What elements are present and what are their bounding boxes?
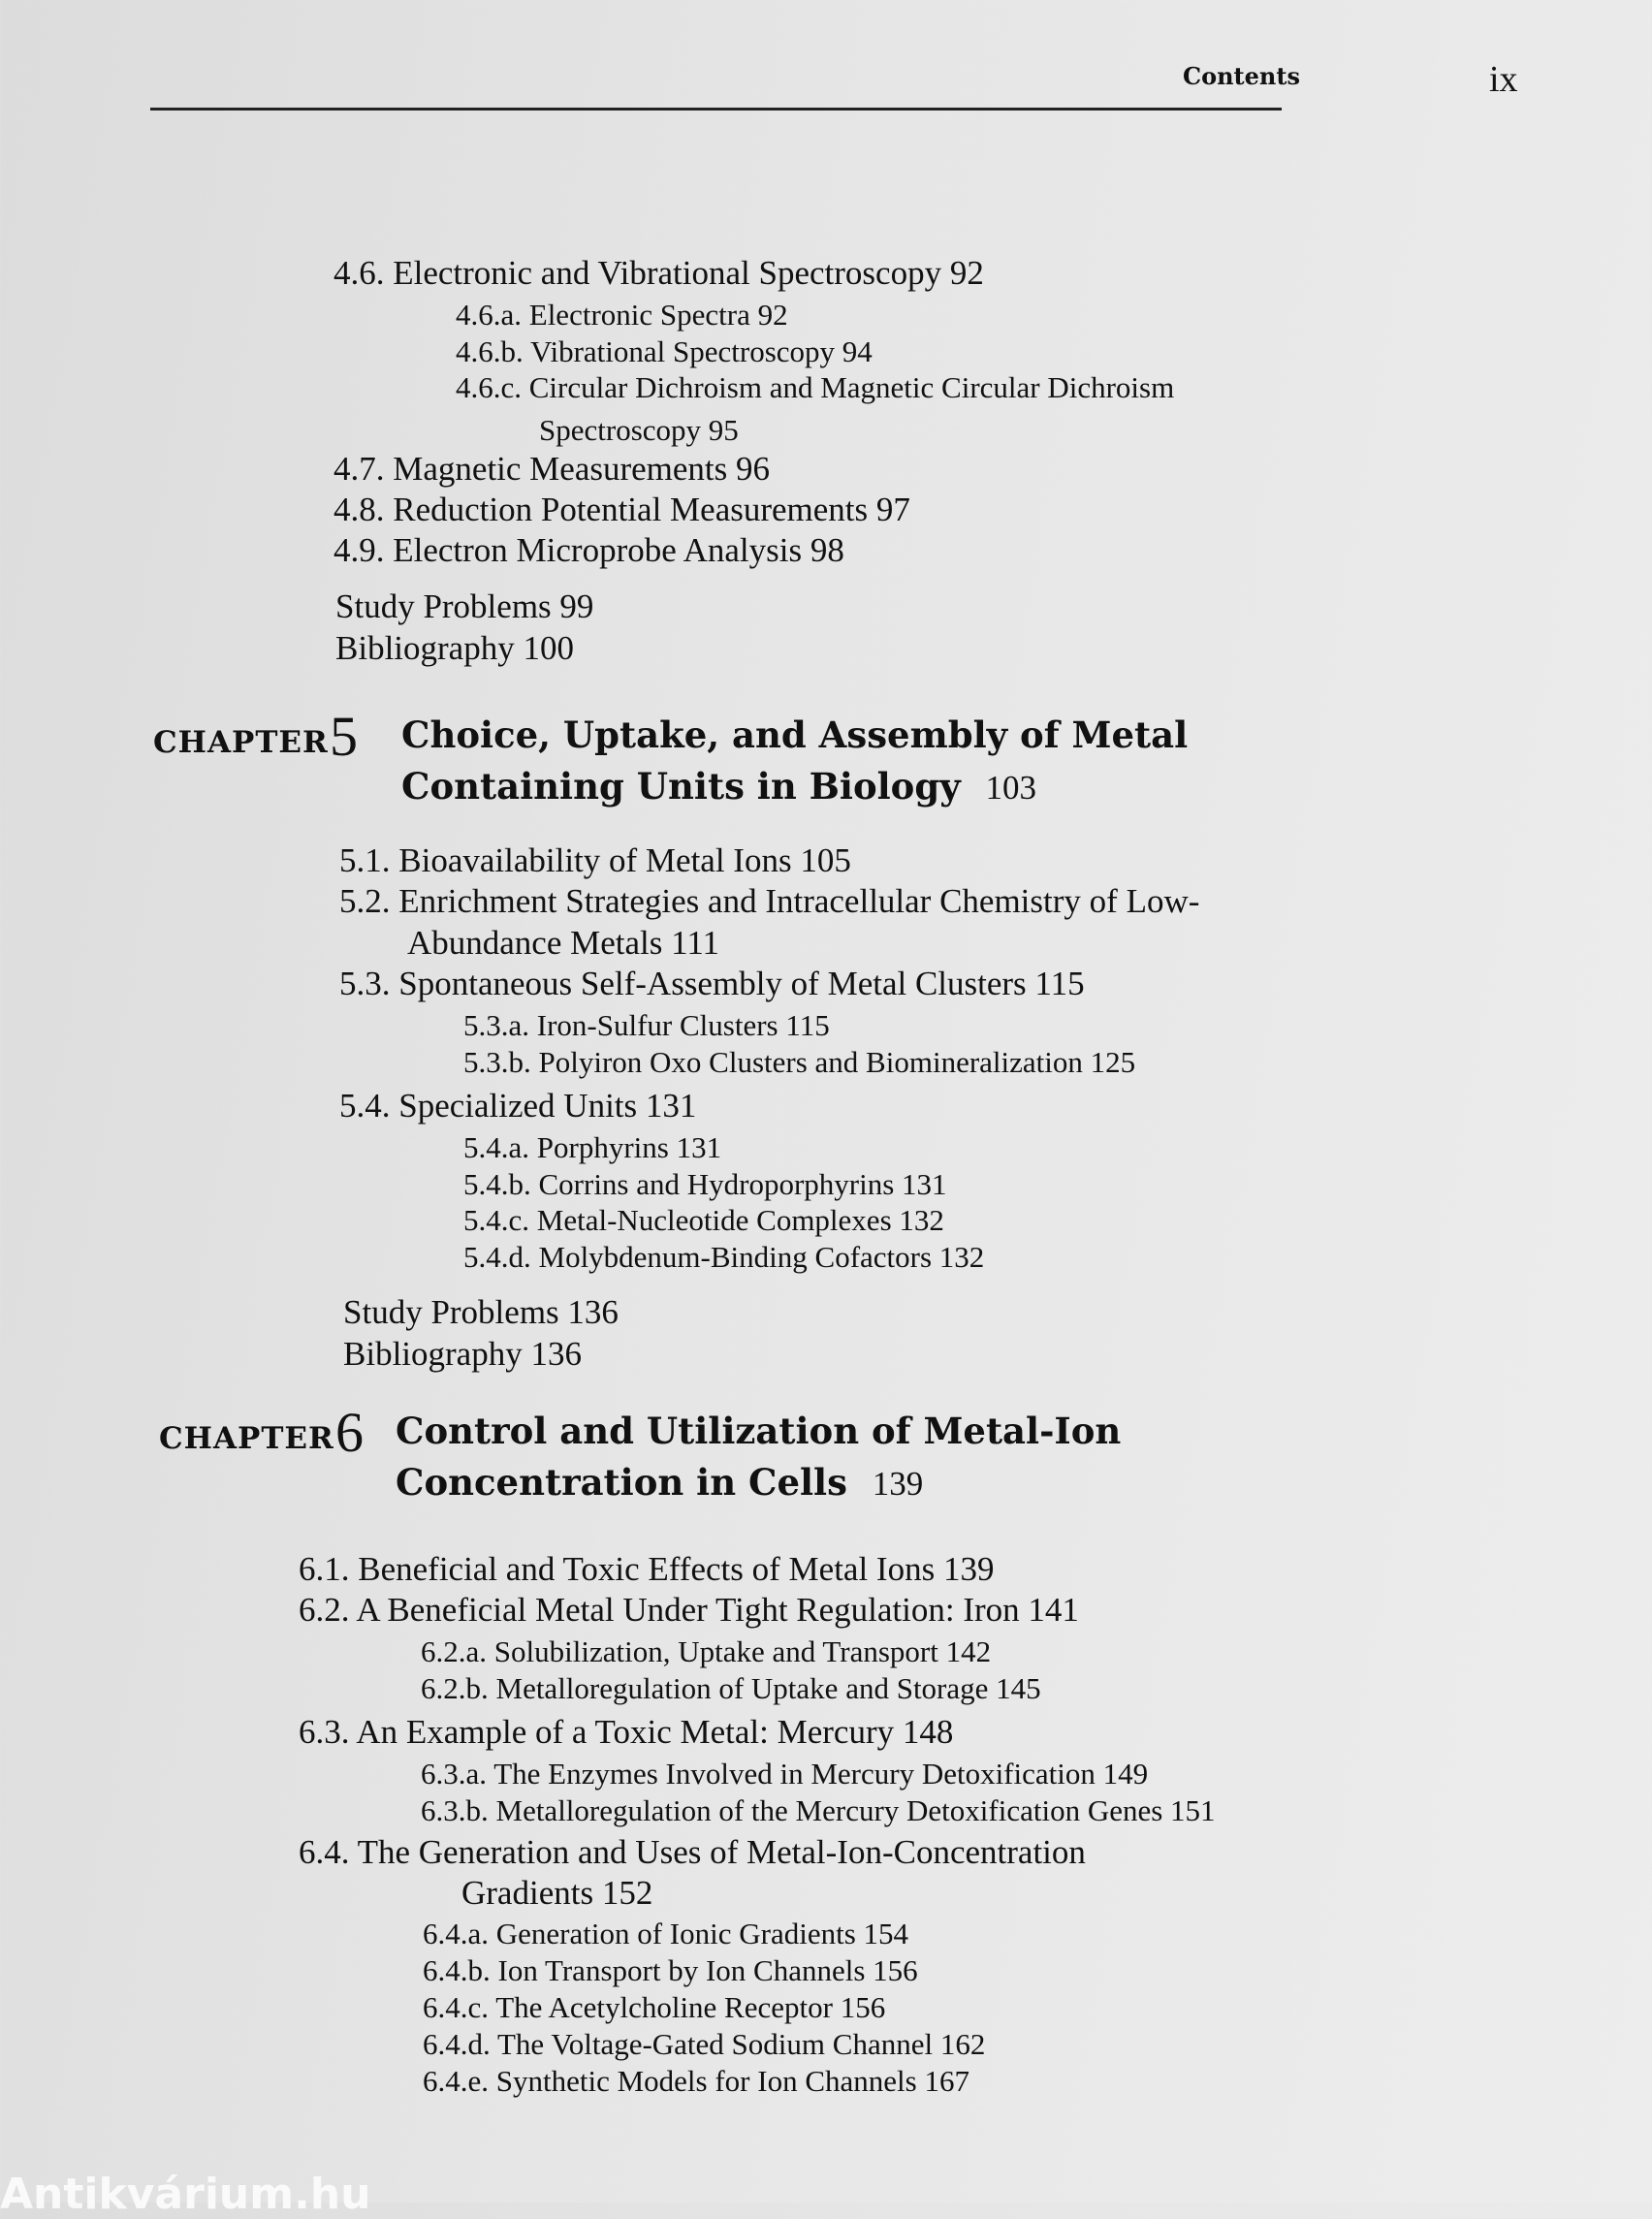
toc-subentry: 5.4.d. Molybdenum-Binding Cofactors 132 bbox=[463, 1240, 985, 1274]
bibliography: Bibliography 136 bbox=[343, 1335, 582, 1373]
toc-entry: 4.9. Electron Microprobe Analysis 98 bbox=[334, 531, 844, 569]
toc-entry: 6.3. An Example of a Toxic Metal: Mercury 148 bbox=[299, 1713, 954, 1751]
toc-subentry: 6.2.a. Solubilization, Uptake and Transport 142 bbox=[421, 1634, 992, 1668]
toc-subentry-continuation: Spectroscopy 95 bbox=[539, 413, 739, 447]
toc-entry: 5.3. Spontaneous Self-Assembly of Metal Clusters 115 bbox=[339, 965, 1085, 1002]
bibliography: Bibliography 100 bbox=[335, 629, 574, 667]
toc-entry: 6.1. Beneficial and Toxic Effects of Metal Ions 139 bbox=[299, 1550, 995, 1588]
toc-subentry: 6.4.b. Ion Transport by Ion Channels 156 bbox=[423, 1953, 918, 1987]
toc-subentry: 5.3.a. Iron-Sulfur Clusters 115 bbox=[463, 1008, 830, 1042]
toc-subentry: 5.4.a. Porphyrins 131 bbox=[463, 1130, 722, 1164]
chapter-label: CHAPTER bbox=[153, 725, 329, 760]
toc-entry: 4.8. Reduction Potential Measurements 97 bbox=[334, 491, 910, 528]
toc-subentry: 6.3.b. Metalloregulation of the Mercury Detoxification Genes 151 bbox=[421, 1793, 1216, 1827]
chapter-title-line2 bbox=[396, 1461, 923, 1504]
toc-subentry: 5.4.b. Corrins and Hydroporphyrins 131 bbox=[463, 1167, 947, 1201]
toc-subentry: 4.6.b. Vibrational Spectroscopy 94 bbox=[456, 334, 873, 368]
watermark: Antikvárium.hu bbox=[0, 2170, 371, 2219]
chapter-number: 6 bbox=[335, 1401, 364, 1464]
toc-subentry: 4.6.c. Circular Dichroism and Magnetic Circular Dichroism bbox=[456, 370, 1175, 404]
study-problems: Study Problems 99 bbox=[335, 587, 594, 625]
toc-entry: 4.7. Magnetic Measurements 96 bbox=[334, 450, 771, 488]
chapter-title: Choice, Uptake, and Assembly of Metal bbox=[401, 713, 1189, 756]
toc-entry: 6.2. A Beneficial Metal Under Tight Regulation: Iron 141 bbox=[299, 1591, 1079, 1629]
chapter-title-text: Containing Units in Biology bbox=[401, 765, 961, 808]
toc-entry: 4.6. Electronic and Vibrational Spectroscopy 92 bbox=[334, 254, 984, 292]
running-header-label: Contents bbox=[1183, 62, 1300, 90]
toc-subentry: 4.6.a. Electronic Spectra 92 bbox=[456, 298, 788, 332]
chapter-page: 139 bbox=[872, 1465, 924, 1503]
toc-entry: 5.2. Enrichment Strategies and Intracellular Chemistry of Low- bbox=[339, 882, 1200, 920]
chapter-page: 103 bbox=[985, 769, 1036, 807]
toc-entry: 5.4. Specialized Units 131 bbox=[339, 1087, 697, 1125]
toc-entry-continuation: Gradients 152 bbox=[461, 1874, 653, 1912]
chapter-title: Control and Utilization of Metal-Ion bbox=[396, 1410, 1122, 1452]
toc-entry: 6.4. The Generation and Uses of Metal-Ion-Concentration bbox=[299, 1833, 1086, 1871]
toc-entry-continuation: Abundance Metals 111 bbox=[407, 924, 720, 962]
chapter-title-line2 bbox=[401, 765, 1036, 808]
toc-subentry: 5.4.c. Metal-Nucleotide Complexes 132 bbox=[463, 1203, 944, 1237]
toc-subentry: 6.2.b. Metalloregulation of Uptake and Storage 145 bbox=[421, 1671, 1041, 1705]
toc-subentry: 5.3.b. Polyiron Oxo Clusters and Biomineralization 125 bbox=[463, 1045, 1136, 1079]
chapter-label: CHAPTER bbox=[159, 1421, 334, 1456]
toc-subentry: 6.4.a. Generation of Ionic Gradients 154 bbox=[423, 1917, 909, 1950]
study-problems: Study Problems 136 bbox=[343, 1293, 619, 1331]
toc-subentry: 6.4.c. The Acetylcholine Receptor 156 bbox=[423, 1990, 886, 2024]
toc-entry: 5.1. Bioavailability of Metal Ions 105 bbox=[339, 841, 851, 879]
chapter-number: 5 bbox=[330, 705, 358, 768]
chapter-title-text: Concentration in Cells bbox=[396, 1461, 847, 1504]
toc-subentry: 6.4.d. The Voltage-Gated Sodium Channel 162 bbox=[423, 2027, 986, 2061]
toc-subentry: 6.3.a. The Enzymes Involved in Mercury Detoxification 149 bbox=[421, 1757, 1149, 1791]
toc-subentry: 6.4.e. Synthetic Models for Ion Channels 167 bbox=[423, 2064, 969, 2098]
page-number: ix bbox=[1489, 59, 1518, 100]
header-rule bbox=[150, 108, 1282, 111]
